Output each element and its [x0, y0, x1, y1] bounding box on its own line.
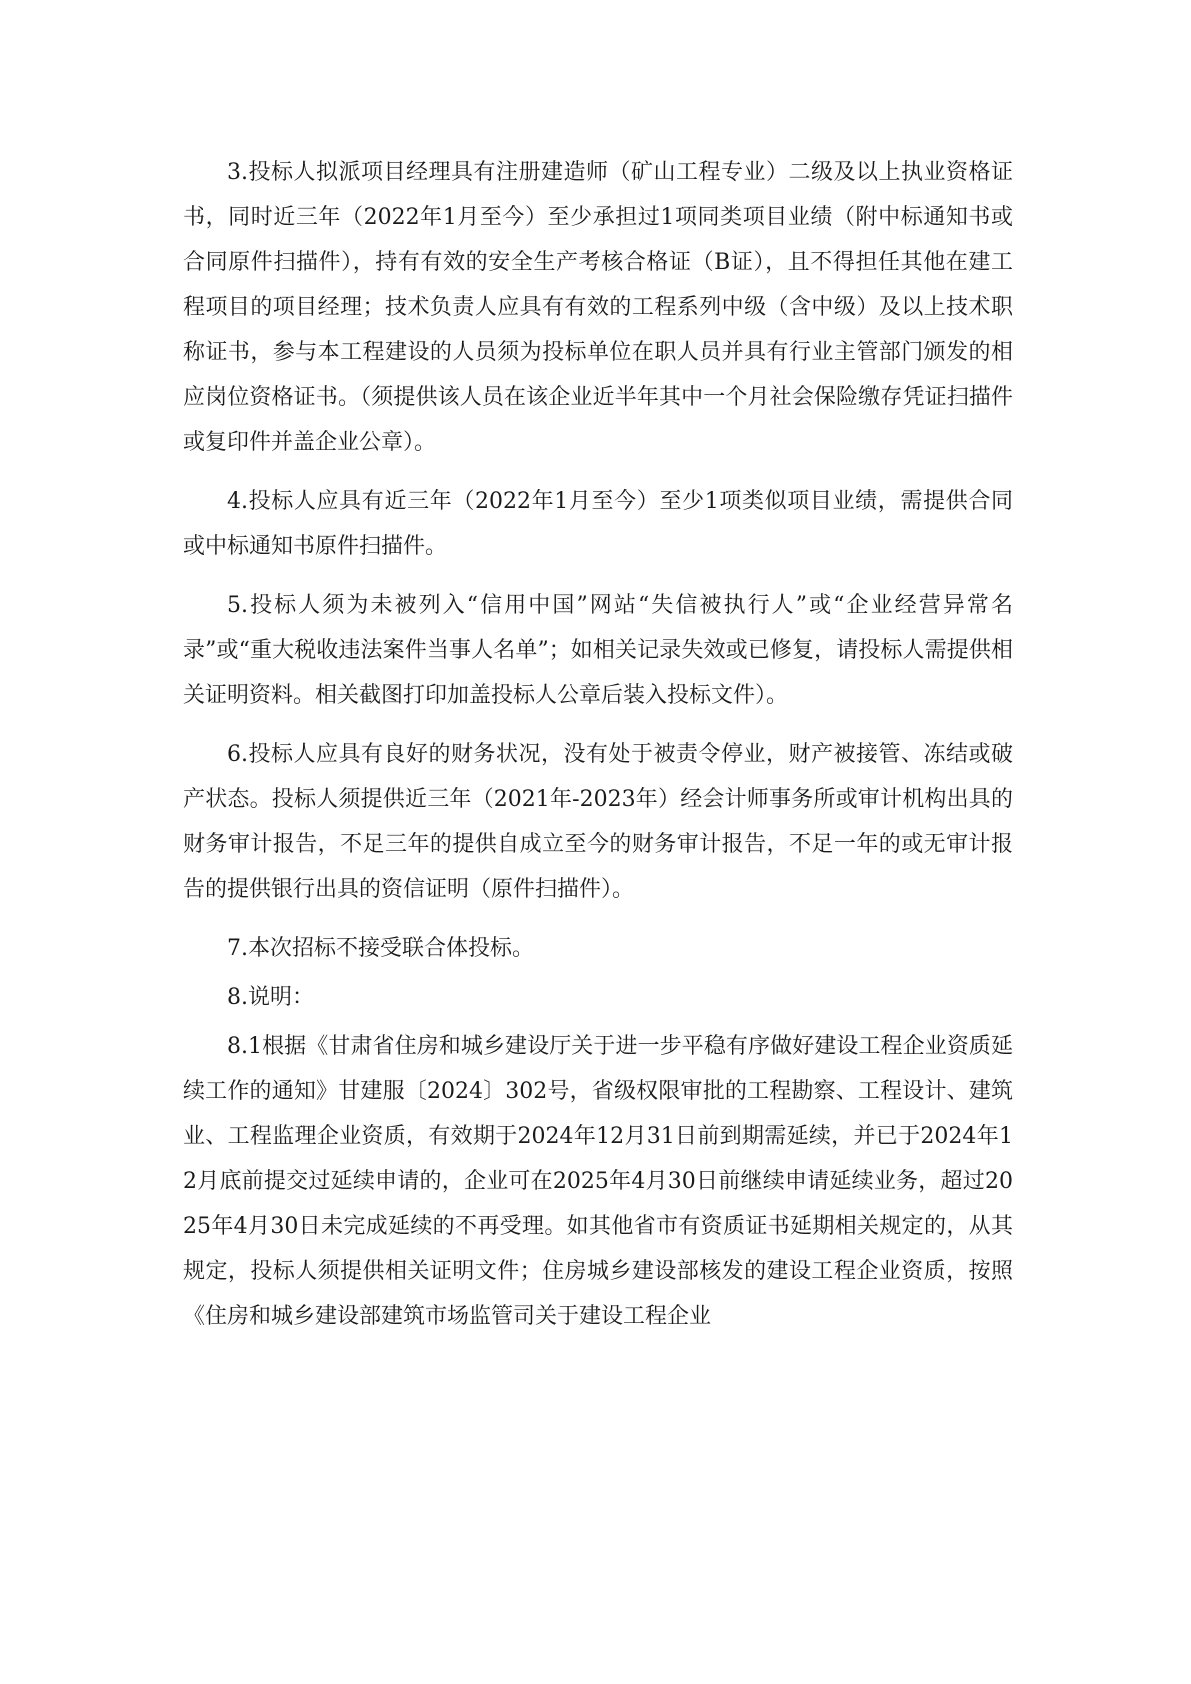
paragraph-item-8-1-qualification-extension: 8.1根据《甘肃省住房和城乡建设厅关于进一步平稳有序做好建设工程企业资质延续工作的通知》甘建服〔2024〕302号，省级权限审批的工程勘察、工程设计、建筑业、工程监理企业资质，有效期于2024年12月31日前到期需延续，并已于2024年12月底前提交过延续申请的，企业可在2025年4月30日前继续申请延续业务，超过2025年4月30日未完成延续的不再受理。如其他省市有资质证书延期相关规定的，从其规定，投标人须提供相关证明文件；住房城乡建设部核发的建设工程企业资质，按照《住房和城乡建设部建筑市场监管司关于建设工程企业	[183, 1034, 1013, 1329]
paragraph-item-5-credit-check: 5.投标人须为未被列入“信用中国”网站“失信被执行人”或“企业经营异常名录”或“重大税收违法案件当事人名单”；如相关记录失效或已修复，请投标人需提供相关证明资料。相关截图打印加盖投标人公章后装入投标文件）。	[183, 593, 1013, 708]
paragraph-item-3-project-manager: 3.投标人拟派项目经理具有注册建造师（矿山工程专业）二级及以上执业资格证书，同时近三年（2022年1月至今）至少承担过1项同类项目业绩（附中标通知书或合同原件扫描件），持有有效的安全生产考核合格证（B证），且不得担任其他在建工程项目的项目经理；技术负责人应具有有效的工程系列中级（含中级）及以上技术职称证书，参与本工程建设的人员须为投标单位在职人员并具有行业主管部门颁发的相应岗位资格证书。（须提供该人员在该企业近半年其中一个月社会保险缴存凭证扫描件或复印件并盖企业公章）。	[183, 160, 1013, 455]
paragraph-item-8-notes-heading: 8.说明：	[227, 985, 314, 1010]
document-body	[183, 150, 1013, 1353]
paragraph-item-7-no-consortium: 7.本次招标不接受联合体投标。	[227, 936, 534, 961]
paragraph-item-4-similar-projects: 4.投标人应具有近三年（2022年1月至今）至少1项类似项目业绩，需提供合同或中标通知书原件扫描件。	[183, 489, 1013, 559]
paragraph-item-6-financial-status: 6.投标人应具有良好的财务状况，没有处于被责令停业，财产被接管、冻结或破产状态。投标人须提供近三年（2021年-2023年）经会计师事务所或审计机构出具的财务审计报告，不足三年的提供自成立至今的财务审计报告，不足一年的或无审计报告的提供银行出具的资信证明（原件扫描件）。	[183, 742, 1013, 902]
